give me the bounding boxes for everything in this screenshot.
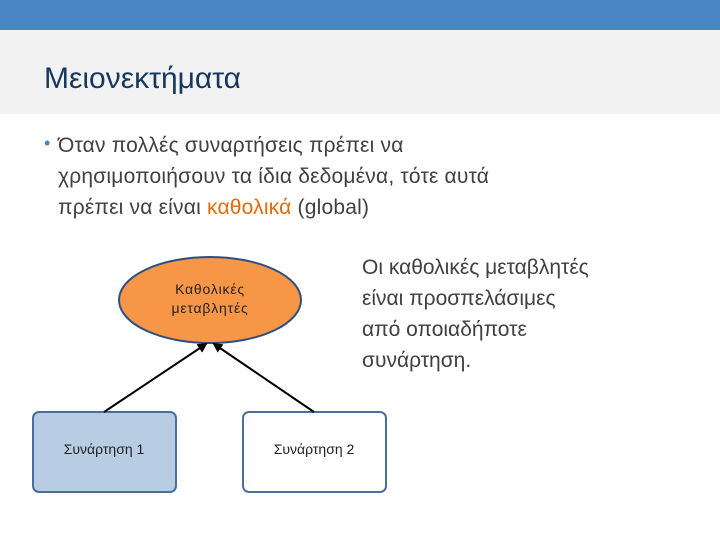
bullet-dot-icon: • <box>44 133 51 153</box>
side-note-line-1: Οι καθολικές μεταβλητές <box>362 256 589 279</box>
side-note-line-3: από οποιαδήποτε <box>362 318 527 341</box>
global-variables-label-line-2: μεταβλητές <box>171 300 249 316</box>
slide-title: Μειονεκτήματα <box>44 62 242 95</box>
side-note <box>362 252 692 376</box>
bullet-line-3-prefix: πρέπει να είναι <box>58 196 207 219</box>
global-variables-label <box>140 280 280 318</box>
arrow-function-2-to-global <box>214 344 314 412</box>
bullet-highlight-global: καθολικά <box>207 196 292 219</box>
function-1-label: Συνάρτηση 1 <box>63 441 145 457</box>
bullet-line-2: χρησιμοποιήσουν τα ίδια δεδομένα, τότε αυτά <box>58 165 490 188</box>
side-note-line-4: συνάρτηση. <box>362 349 472 372</box>
bullet-line-3-suffix: (global) <box>291 196 370 219</box>
arrow-function-1-to-global <box>104 344 206 412</box>
function-2-label: Συνάρτηση 2 <box>273 441 355 457</box>
side-note-line-2: είναι προσπελάσιμες <box>362 287 556 310</box>
bullet-line-1: Όταν πολλές συναρτήσεις πρέπει να <box>58 134 404 157</box>
global-variables-label-line-1: Καθολικές <box>175 281 245 297</box>
